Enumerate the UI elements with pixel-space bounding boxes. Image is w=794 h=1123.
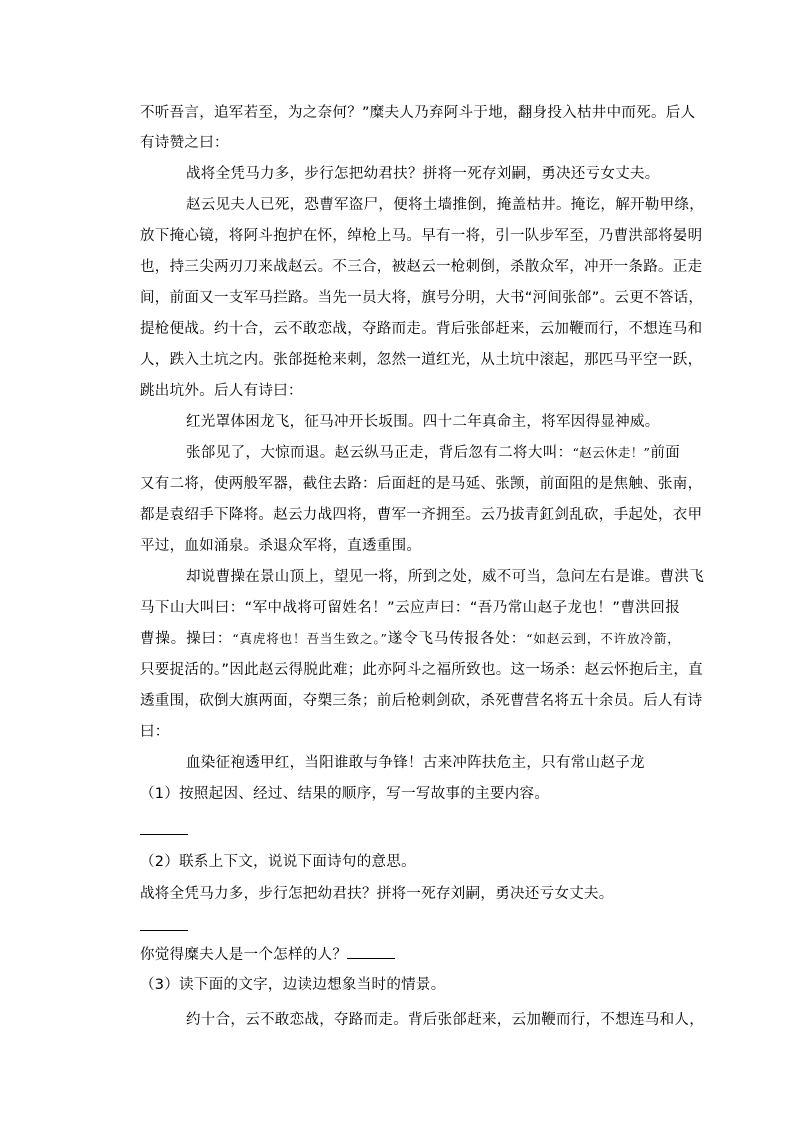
question-2: （2）联系上下文，说说下面诗句的意思。 bbox=[140, 854, 416, 870]
answer-blank[interactable] bbox=[347, 944, 395, 959]
quote-text: “真虎将也！吾当生致之。” bbox=[232, 631, 388, 646]
text-line: 只要捉活的。”因此赵云得脱此难；此亦阿斗之福所致也。这一场杀：赵云怀抱后主，直 bbox=[140, 662, 703, 678]
text-line: 透重围，砍倒大旗两面，夺槊三条；前后枪刺剑砍，杀死曹营名将五十余员。后人有诗 bbox=[140, 693, 703, 709]
question-1: （1）按照起因、经过、结果的顺序，写一写故事的主要内容。 bbox=[140, 786, 550, 802]
text-line: 人，跌入土坑之内。张郃挺枪来刺，忽然一道红光，从土坑中滚起，那匹马平空一跃， bbox=[140, 352, 703, 368]
poem-line: 红光罩体困龙飞，征马冲开长坂围。四十二年真命主，将军因得显神威。 bbox=[186, 414, 660, 430]
text-line: 放下掩心镜，将阿斗抱护在怀，绰枪上马。早有一将，引一队步军至，乃曹洪部将晏明 bbox=[140, 228, 703, 244]
text-line bbox=[186, 443, 680, 463]
text-line: 也，持三尖两刃刀来战赵云。不三合，被赵云一枪刺倒，杀散众军，冲开一条路。正走 bbox=[140, 259, 703, 275]
text-line: 不听吾言，追军若至，为之奈何？”糜夫人乃弃阿斗于地，翻身投入枯井中而死。后人 bbox=[140, 105, 696, 121]
question-3: （3）读下面的文字，边读边想象当时的情景。 bbox=[140, 977, 446, 993]
text-line: 平过，血如涌泉。杀退众军将，直透重围。 bbox=[140, 538, 422, 554]
answer-blank[interactable] bbox=[140, 834, 188, 835]
text-line: 提枪便战。约十合，云不敢恋战，夺路而走。背后张郃赶来，云加鞭而行，不想连马和 bbox=[140, 321, 703, 337]
quote-text: “如赵云到，不许放冷箭， bbox=[526, 631, 680, 646]
text-span: 张郃见了，大惊而退。赵云纵马正走，背后忽有二将大叫： bbox=[186, 445, 573, 461]
text-line: 却说曹操在景山顶上，望见一将，所到之处，威不可当，急问左右是谁。曹洪飞 bbox=[186, 569, 704, 585]
text-line: 又有二将，使两般军器，截住去路：后面赶的是马延、张𫖮，前面阻的是焦触、张南， bbox=[140, 476, 703, 492]
text-span: 你觉得糜夫人是一个怎样的人？ bbox=[140, 947, 348, 963]
text-line bbox=[140, 629, 680, 649]
text-line: 间，前面又一支军马拦路。当先一员大将，旗号分明，大书“河间张郃”。云更不答话， bbox=[140, 290, 704, 306]
question-2-sub bbox=[140, 944, 680, 965]
poem-line: 战将全凭马力多，步行怎把幼君扶？拼将一死存刘嗣，勇决还亏女丈夫。 bbox=[140, 886, 614, 902]
poem-line: 血染征袍透甲红，当阳谁敢与争锋！古来冲阵扶危主，只有常山赵子龙 bbox=[186, 755, 645, 771]
poem-line: 战将全凭马力多，步行怎把幼君扶？拼将一死存刘嗣，勇决还亏女丈夫。 bbox=[186, 166, 660, 182]
text-line: 赵云见夫人已死，恐曹军盗尸，便将土墙推倒，掩盖枯井。掩讫，解开勒甲绦， bbox=[186, 197, 704, 213]
quote-text: “赵云休走！” bbox=[572, 445, 651, 460]
text-line: 跳出坑外。后人有诗曰： bbox=[140, 383, 303, 399]
answer-blank[interactable] bbox=[140, 930, 188, 931]
text-line: 曰： bbox=[140, 724, 170, 740]
text-line: 有诗赞之曰： bbox=[140, 135, 229, 151]
text-span: 遂令飞马传报各处： bbox=[387, 631, 527, 647]
text-span: 曹操。操曰： bbox=[140, 631, 233, 647]
text-line: 马下山大叫曰：“军中战将可留姓名！”云应声曰：“吾乃常山赵子龙也！”曹洪回报 bbox=[140, 600, 680, 616]
text-line: 约十合，云不敢恋战，夺路而走。背后张郃赶来，云加鞭而行，不想连马和人， bbox=[186, 1012, 704, 1028]
text-span: 前面 bbox=[650, 445, 680, 461]
text-line: 都是袁绍手下降将。赵云力战四将，曹军一齐拥至。云乃拔青釭剑乱砍，手起处，衣甲 bbox=[140, 507, 703, 523]
